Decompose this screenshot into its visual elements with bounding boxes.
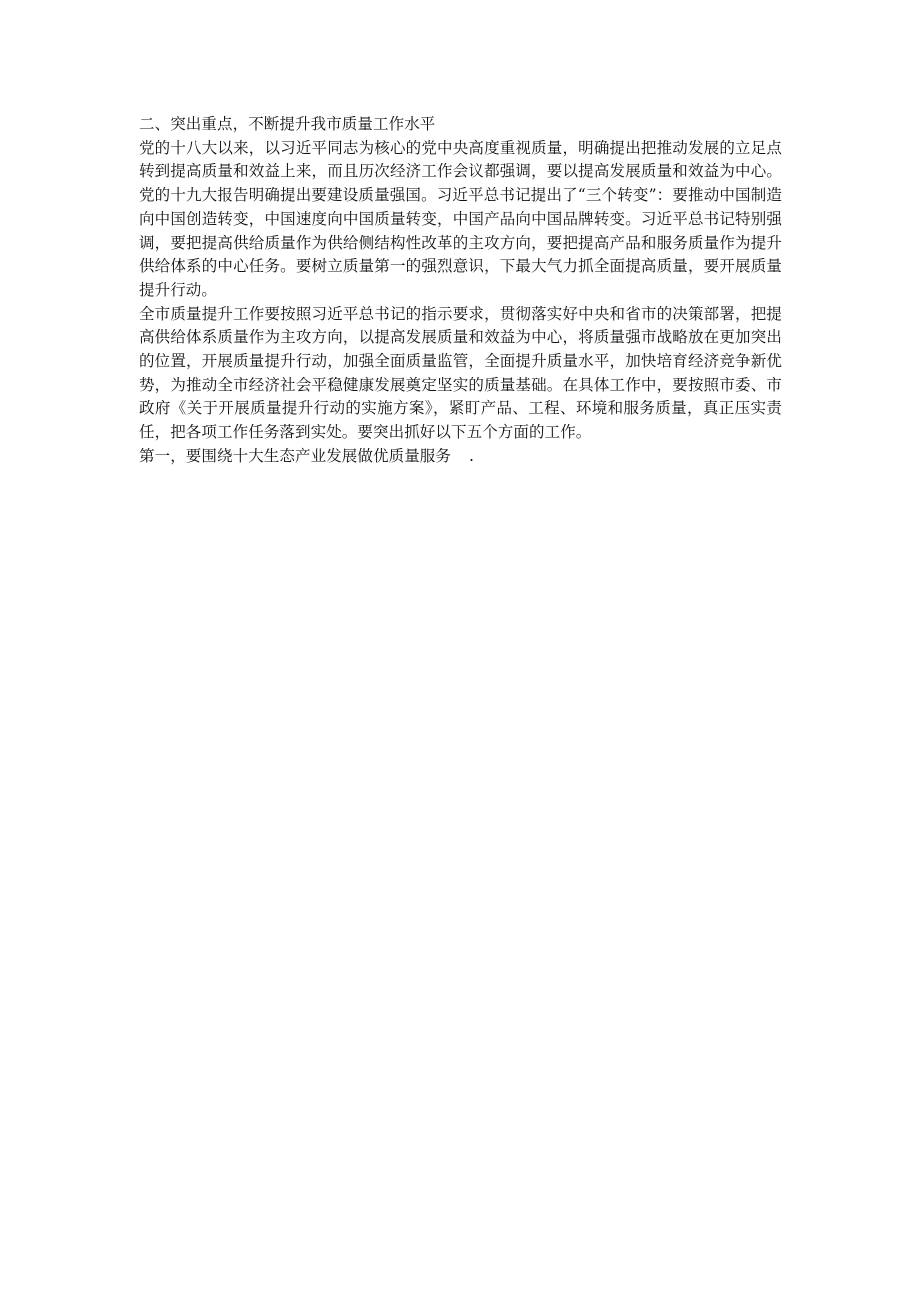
- subsection-line: [139, 445, 782, 469]
- paragraph: 党的十八大以来，以习近平同志为核心的党中央高度重视质量，明确提出把推动发展的立足点转到提高质量和效益上来，而且历次经济工作会议都强调，要以提高发展质量和效益为中心。党的十九大报告明确提出要建设质量强国。习近平总书记提出了“三个转变”：要推动中国制造向中国创造转变，中国速度向中国质量转变，中国产品向中国品牌转变。习近平总书记特别强调，要把提高供给质量作为供给侧结构性改革的主攻方向，要把提高产品和服务质量作为提升供给体系的中心任务。要树立质量第一的强烈意识，下最大气力抓全面提高质量，要开展质量提升行动。: [139, 138, 782, 299]
- paragraph: 全市质量提升工作要按照习近平总书记的指示要求，贯彻落实好中央和省市的决策部署，把提高供给体系质量作为主攻方向，以提高发展质量和效益为中心，将质量强市战略放在更加突出的位置，开展质量提升行动，加强全面质量监管，全面提升质量水平，加快培育经济竞争新优势，为推动全市经济社会平稳健康发展奠定坚实的质量基础。在具体工作中，要按照市委、市政府《关于开展质量提升行动的实施方案》，紧盯产品、工程、环境和服务质量，真正压实责任，把各项工作任务落到实处。要突出抓好以下五个方面的工作。: [139, 304, 782, 442]
- section-heading: 二、突出重点，不断提升我市质量工作水平: [139, 115, 436, 133]
- document-body: [139, 113, 782, 469]
- subsection-heading: 第一，要围绕十大生态产业发展做优质量服务: [139, 446, 452, 465]
- trailing-period: .: [469, 446, 475, 465]
